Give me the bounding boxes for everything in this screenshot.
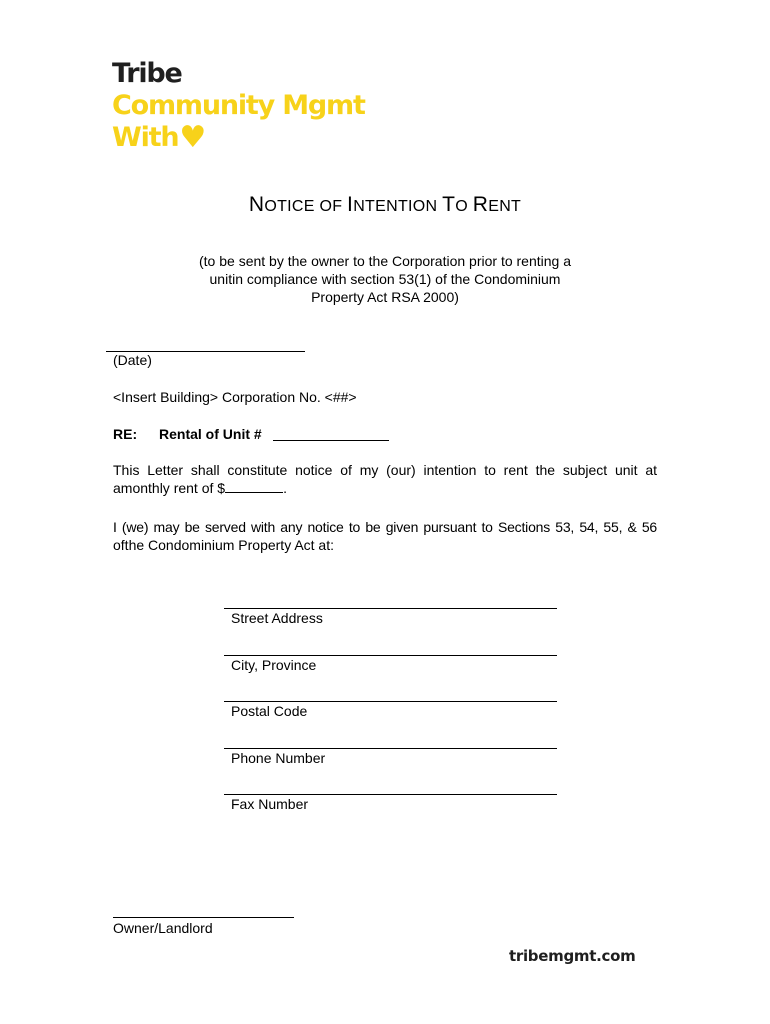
addressee-line: <Insert Building> Corporation No. <##> (113, 389, 357, 405)
subtitle-line: Property Act RSA 2000) (311, 289, 459, 305)
logo-line-community-mgmt: Community Mgmt (112, 90, 365, 121)
postal-code-label: Postal Code (231, 703, 308, 719)
footer-website: tribemgmt.com (509, 947, 636, 965)
monthly-rent-suffix: . (283, 480, 287, 496)
phone-number-label: Phone Number (231, 750, 326, 766)
document-title (0, 193, 770, 217)
notice-line-1: This Letter shall constitute notice of my (our) intention to rent the subject unit at (113, 462, 657, 478)
title-part: I (347, 193, 354, 216)
title-part: T (442, 193, 456, 216)
title-part: R (472, 193, 489, 216)
service-paragraph (113, 518, 657, 554)
date-label: (Date) (113, 352, 152, 368)
title-part: NTENTION (353, 198, 443, 215)
subtitle-line: unitin compliance with section 53(1) of the Condominium (209, 271, 561, 287)
title-part: N (248, 193, 265, 216)
re-label: RE: (113, 426, 138, 442)
re-text: Rental of Unit # (159, 426, 262, 442)
owner-signature-line[interactable] (113, 917, 294, 918)
logo-with-text: With (112, 122, 179, 153)
service-line-2: ofthe Condominium Property Act at: (113, 537, 334, 553)
logo-line-tribe: Tribe (112, 58, 182, 89)
owner-landlord-label: Owner/Landlord (113, 920, 213, 936)
title-part: OTICE OF (264, 198, 348, 215)
title-part: ENT (488, 198, 522, 215)
service-line-1: I (we) may be served with any notice to be given pursuant to Sections 53, 54, 55, & 56 (113, 519, 657, 535)
unit-number-blank[interactable] (273, 440, 389, 441)
monthly-rent-prefix: amonthly rent of $ (113, 480, 226, 496)
street-address-label: Street Address (231, 610, 323, 626)
heart-icon: ♥ (179, 120, 206, 155)
fax-number-label: Fax Number (231, 796, 309, 812)
monthly-rent-blank[interactable] (225, 479, 283, 493)
title-part: O (455, 198, 473, 215)
notice-line-2 (113, 479, 657, 497)
city-province-label: City, Province (231, 657, 317, 673)
subtitle-line: (to be sent by the owner to the Corporation prior to renting a (199, 253, 571, 269)
notice-paragraph (113, 461, 657, 497)
document-subtitle (0, 252, 770, 306)
logo-line-with (112, 122, 205, 154)
